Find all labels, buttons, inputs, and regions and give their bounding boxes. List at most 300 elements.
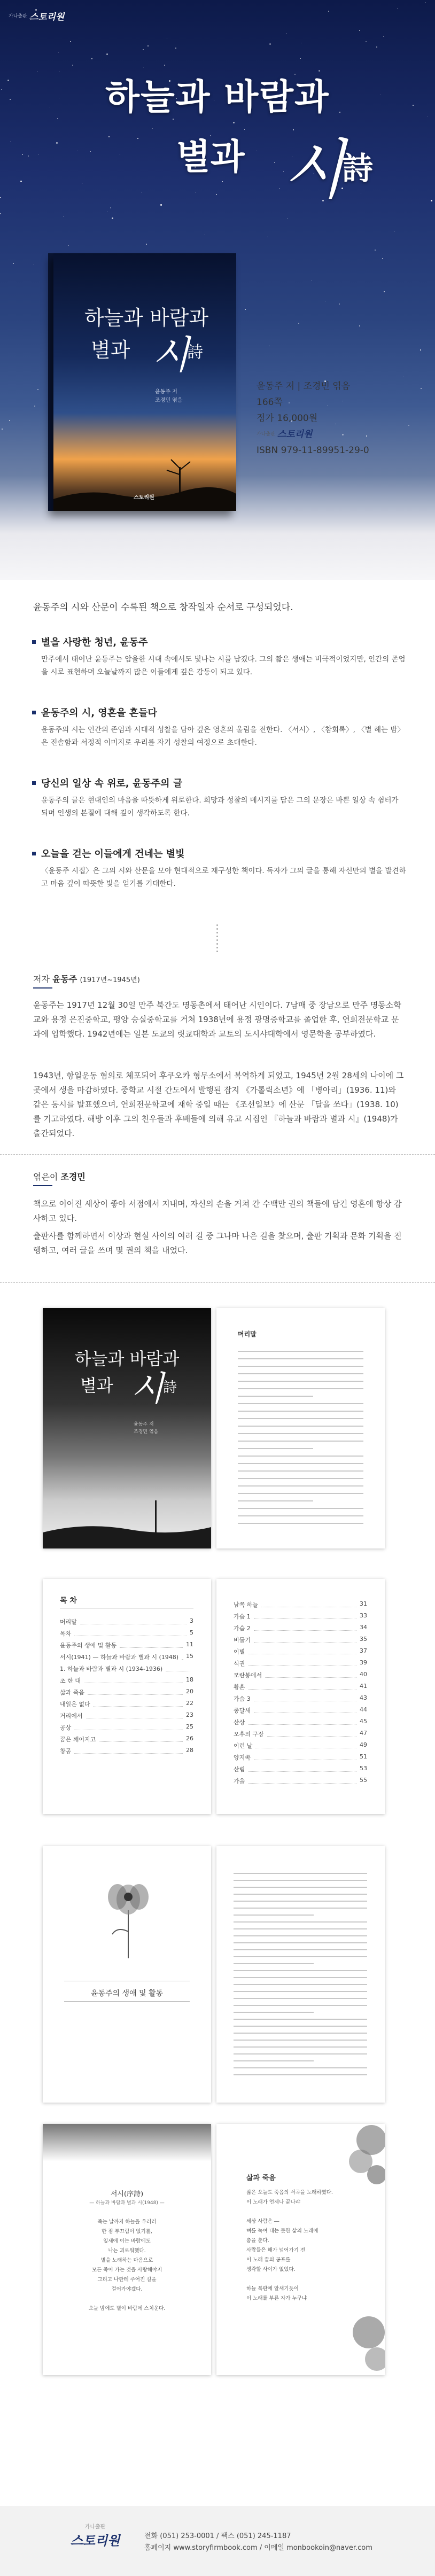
star <box>13 263 14 264</box>
publisher-name: 스토리원 <box>29 11 65 22</box>
star <box>339 303 340 305</box>
toc-leader <box>248 1765 356 1772</box>
editor-bio-para2: 출판사를 함께하면서 이상과 현실 사이의 여러 길 중 그나마 나은 길을 찾으며, 출판 기획과 문화 기획을 진행하고, 여러 글을 쓰며 몇 권의 책을 내었다. <box>33 1231 402 1255</box>
toc-entry-page: 5 <box>190 1629 193 1636</box>
footer-publisher-small: 가나출판 <box>84 2524 106 2530</box>
toc-entry-label: 식권 <box>234 1660 245 1667</box>
toc-entry-page: 33 <box>360 1612 367 1619</box>
text-line <box>238 1388 363 1389</box>
toc-leader <box>248 1777 356 1784</box>
toc-leader <box>254 1636 356 1643</box>
hero-title-line2-c: 詩 <box>342 150 374 186</box>
poem-line: 별을 노래하는 마음으로 <box>100 2258 153 2263</box>
toc-entry <box>60 1723 193 1732</box>
star <box>245 309 246 310</box>
book-cover-title-line2-b: 시 <box>152 332 190 377</box>
star <box>382 258 383 259</box>
star <box>63 216 64 217</box>
star <box>425 2 426 3</box>
toc-entry-page: 43 <box>360 1694 367 1701</box>
book-info-publisher-small: 가나출판 <box>257 432 275 437</box>
poem-line: 잎새에 이는 바람에도 <box>103 2238 151 2244</box>
star <box>164 65 165 66</box>
text-line <box>234 2067 367 2068</box>
toc-entry-page: 26 <box>186 1735 193 1742</box>
star <box>328 11 329 12</box>
toc-entry <box>60 1664 193 1673</box>
text-line <box>238 1448 313 1449</box>
feature-4 <box>32 846 406 890</box>
toc-entry-label: 가슴 3 <box>234 1695 251 1702</box>
text-line <box>238 1463 363 1464</box>
feature-1-heading: 별을 사랑한 청년, 윤동주 <box>32 635 406 649</box>
text-line <box>234 2019 367 2020</box>
book-cover-title-line2-c: 詩 <box>187 343 203 362</box>
star <box>147 45 149 46</box>
text-line <box>234 1921 367 1923</box>
toc-entry <box>234 1600 367 1609</box>
sample-cover-editor: 조경민 엮음 <box>134 1429 159 1435</box>
poem-line: 뼈를 녹여 내는 듯한 삶의 노래에 <box>246 2228 319 2234</box>
text-line <box>234 2026 367 2027</box>
toc-leader <box>255 1741 356 1748</box>
sample-bio-title-page <box>43 1846 211 2103</box>
text-line <box>234 1887 367 1888</box>
author-label-underline <box>33 987 52 989</box>
toc-entry-page: 31 <box>360 1600 367 1607</box>
sample-toc-right-page <box>216 1579 385 1814</box>
toc-leader <box>267 1730 356 1737</box>
star <box>91 58 92 59</box>
editor-label: 엮은이 <box>33 1172 58 1182</box>
star <box>9 420 10 421</box>
toc-entry <box>234 1624 367 1632</box>
feature-3 <box>32 776 406 820</box>
toc-leader <box>248 1718 356 1725</box>
feature-2-body: 윤동주의 시는 인간의 존엄과 시대적 성찰을 담아 깊은 영혼의 울림을 전한다. 〈서시〉, 〈참회록〉, 〈별 헤는 밤〉은 진솔함과 서정적 이미지로 우리를 자기 성찰의 여정으로 초대한다. <box>41 726 405 747</box>
toc-leader <box>254 1753 356 1760</box>
toc-entry-label: 창공 <box>60 1748 72 1755</box>
text-line <box>238 1418 363 1419</box>
poem-line: 하늘 복판에 알새기듯이 <box>246 2286 299 2292</box>
text-line <box>238 1485 363 1487</box>
footer-web[interactable]: 홈페이지 www.storyfirmbook.com / 이메일 monbookoin@naver.com <box>144 2544 372 2552</box>
text-line <box>234 1949 367 1950</box>
text-line <box>238 1411 363 1412</box>
text-line <box>234 1928 367 1929</box>
text-line <box>234 2053 367 2054</box>
feature-4-body: 〈윤동주 시집〉은 그의 시와 산문을 모아 현대적으로 재구성한 책이다. 독자가 그의 글을 통해 자신만의 별을 발견하고 마음 깊이 따뜻한 빛을 얻기를 기대한다. <box>41 867 406 888</box>
text-line <box>234 1956 367 1957</box>
text-line <box>238 1351 363 1352</box>
star <box>146 244 147 245</box>
book-cover-author: 윤동주 저 <box>155 389 177 395</box>
text-line <box>238 1493 363 1494</box>
footer-contact <box>144 2531 372 2554</box>
hero-title-line1: 하늘과 바람과 <box>105 76 330 118</box>
toc-entry-page: 40 <box>360 1671 367 1678</box>
text-line <box>238 1456 363 1457</box>
book-info-isbn: ISBN 979-11-89951-29-0 <box>257 445 369 456</box>
book-cover-publisher: 스토리원 <box>134 495 154 501</box>
poem-line: 이 노래를 부른 자가 누구냐 <box>246 2295 307 2301</box>
toc-entry-label: 삶과 죽음 <box>60 1689 85 1696</box>
text-line <box>238 1433 363 1434</box>
toc-entry-label: 산상 <box>234 1719 245 1726</box>
text-line <box>234 1873 367 1874</box>
sample-toc-header: 목 차 <box>60 1597 77 1605</box>
text-line <box>238 1523 363 1524</box>
star <box>375 250 376 251</box>
editor-bio-para1: 책으로 이어진 세상이 좋아 서점에서 지내며, 자신의 손을 거쳐 간 수백만 권의 책들에 담긴 영혼에 항상 감사하고 있다. <box>33 1199 402 1223</box>
toc-entry <box>234 1659 367 1668</box>
toc-entry-label: 오후의 구장 <box>234 1731 264 1738</box>
toc-entry <box>60 1747 193 1755</box>
star <box>68 245 69 246</box>
star <box>143 49 144 50</box>
sample-cover-title-line2-b: 시 <box>131 1369 164 1409</box>
toc-entry <box>234 1647 367 1656</box>
star <box>431 200 432 201</box>
toc-entry-label: 가을 <box>234 1778 245 1785</box>
toc-leader <box>80 1617 187 1624</box>
toc-entry-page: 37 <box>360 1647 367 1654</box>
star <box>22 154 23 155</box>
editor-label-underline <box>33 1185 52 1186</box>
star <box>175 48 176 49</box>
poem-line: 춤을 춘다. <box>246 2238 269 2244</box>
poem-line: 모든 죽어 가는 것을 사랑해야지 <box>91 2267 162 2273</box>
star <box>110 207 111 208</box>
book-cover <box>53 253 236 511</box>
toc-entry-label: 꿈은 깨어지고 <box>60 1736 96 1743</box>
feature-1 <box>32 635 406 679</box>
text-line <box>238 1381 363 1382</box>
poem-line: 죽는 날까지 하늘을 우러러 <box>97 2219 157 2225</box>
star <box>20 181 22 182</box>
feature-1-body: 만주에서 태어난 윤동주는 암울한 시대 속에서도 빛나는 시를 남겼다. 그의 짧은 생애는 비극적이었지만, 인간의 존엄을 시로 표현하며 오늘날까지 많은 이들에게 깊은 감동이 되고 있다. <box>41 655 406 676</box>
poem-line: 그리고 나한테 주어진 길을 <box>97 2277 157 2283</box>
text-line <box>234 1991 367 1992</box>
star <box>421 388 422 389</box>
star <box>359 325 360 326</box>
text-line <box>238 1508 363 1509</box>
toc-leader <box>99 1735 183 1742</box>
text-line <box>234 1908 367 1909</box>
text-line <box>234 2012 314 2013</box>
toc-entry-page: 35 <box>360 1636 367 1643</box>
sample-bio-rule-bottom <box>64 2001 190 2002</box>
footer-publisher-logo <box>63 2522 127 2549</box>
footer <box>0 2506 435 2576</box>
toc-entry-page: 15 <box>186 1653 193 1660</box>
sample-toc-left-page <box>43 1579 211 1814</box>
author-name: 윤동주 <box>52 974 77 984</box>
star <box>2 429 3 430</box>
book-info-price: 정가 16,000원 <box>257 413 318 424</box>
toc-entry <box>60 1617 193 1626</box>
star <box>222 181 223 182</box>
toc-entry-page: 18 <box>186 1676 193 1683</box>
star <box>376 46 377 48</box>
toc-entry-page: 53 <box>360 1765 367 1772</box>
divider-line-2 <box>0 1282 435 1283</box>
feature-3-heading: 당신의 일상 속 위로, 윤동주의 글 <box>32 776 406 790</box>
star <box>397 8 398 9</box>
toc-entry-label: 산림 <box>234 1766 245 1773</box>
toc-entry-label: 남쪽 하늘 <box>234 1601 259 1608</box>
star <box>90 151 91 152</box>
sample-bio-text-page <box>216 1846 385 2103</box>
book-info-pages: 166쪽 <box>257 397 283 408</box>
poem-line: 생각할 사이가 없었다. <box>246 2267 296 2273</box>
publisher-logo-top <box>9 7 78 24</box>
publisher-small-label: 가나출판 <box>9 13 27 19</box>
poem-line: 이 노래 끝의 공포를 <box>246 2257 291 2263</box>
sample-preface-page <box>216 1308 385 1548</box>
star <box>28 155 29 157</box>
sample-cover-bw <box>43 1308 211 1548</box>
sample-poem-page <box>216 2124 385 2375</box>
toc-entry-page: 47 <box>360 1730 367 1737</box>
star <box>34 406 35 407</box>
poem-line: 삶은 오늘도 죽음의 서곡을 노래하였다. <box>246 2190 333 2196</box>
toc-entry <box>60 1629 193 1638</box>
star <box>384 291 385 292</box>
toc-entry-label: 거리에서 <box>60 1713 83 1719</box>
text-line <box>234 1963 314 1964</box>
book-info-publisher-name: 스토리원 <box>277 429 313 440</box>
text-line <box>238 1373 363 1374</box>
toc-leader <box>248 1683 356 1690</box>
toc-leader <box>254 1706 356 1713</box>
sample-cover-title-line1: 하늘과 바람과 <box>74 1349 180 1369</box>
book-cover-title-line1: 하늘과 바람과 <box>84 306 209 330</box>
toc-entry <box>234 1706 367 1715</box>
author-bio-para2: 1943년, 항일운동 혐의로 체포되어 후쿠오카 형무소에서 복역하게 되었고, 1945년 2월 28세의 나이에 그곳에서 생을 마감하였다. 중학교 시절 간도에서 발행된 잡지 《가톨릭소년》에 「병아리」(1936. 11)와 같은 동시를 발표했으며, 연희전문학교에 재학 중일 때는 《조선일보》에 산문 「달을 쏘다」(1938. 10)를 기고하였다. 해방 이후 그의 친우들과 후배들에 의해 유고 시집인 『하늘과 바람과 별과 시』(1948)가 출간되었다. <box>33 1071 404 1138</box>
text-line <box>238 1403 363 1404</box>
author-label: 저자 <box>33 974 50 984</box>
toc-entry <box>60 1653 193 1661</box>
text-line <box>238 1515 363 1516</box>
toc-leader <box>120 1641 183 1648</box>
book-info-publisher-logo <box>257 426 417 442</box>
text-line <box>234 1894 367 1895</box>
sample-seosi-title: 서시(序詩) <box>110 2190 144 2198</box>
book-info <box>257 378 417 458</box>
toc-leader <box>74 1747 183 1754</box>
hero-banner <box>0 0 435 580</box>
text-line <box>234 2040 367 2041</box>
toc-leader <box>254 1694 356 1701</box>
toc-leader <box>74 1629 187 1636</box>
toc-entry-page: 39 <box>360 1659 367 1666</box>
poem-line: 나는 괴로워했다. <box>108 2248 146 2254</box>
feature-2-heading: 윤동주의 시, 영혼을 흔들다 <box>32 705 406 719</box>
sample-cover-title-line2-a: 별과 <box>80 1375 113 1396</box>
toc-entry-page: 28 <box>186 1747 193 1754</box>
toc-entry <box>234 1671 367 1679</box>
toc-entry-label: 머리말 <box>60 1618 77 1625</box>
toc-entry-page: 34 <box>360 1624 367 1631</box>
toc-entry-page: 44 <box>360 1706 367 1713</box>
sample-preface-header: 머리말 <box>238 1330 257 1338</box>
toc-entry <box>234 1765 367 1773</box>
toc-entry-page: 45 <box>360 1718 367 1725</box>
toc-entry-label: 목차 <box>60 1630 72 1637</box>
poem-line: 걸어가야겠다. <box>111 2286 143 2292</box>
text-line <box>234 2060 314 2061</box>
text-line <box>238 1396 313 1397</box>
toc-leader <box>265 1671 356 1678</box>
star <box>38 154 39 155</box>
star <box>37 389 38 390</box>
toc-entry <box>60 1700 193 1708</box>
toc-entry <box>234 1694 367 1703</box>
toc-leader <box>261 1600 356 1607</box>
toc-entry-label: 이별 <box>234 1648 245 1655</box>
star <box>56 142 58 144</box>
sample-seosi-sub: — 하늘과 바람과 별과 시(1948) — <box>89 2200 165 2206</box>
text-line <box>238 1478 363 1479</box>
editor-section-label <box>33 1170 86 1182</box>
toc-entry-page: 22 <box>186 1700 193 1707</box>
toc-entry-label: 모란봉에서 <box>234 1672 262 1679</box>
toc-entry-label: 종달새 <box>234 1707 251 1714</box>
toc-entry <box>234 1741 367 1750</box>
star <box>366 41 367 42</box>
text-line <box>234 1998 367 1999</box>
toc-entry-label: 서시(1941) — 하늘과 바람과 별과 시 (1948) <box>60 1654 179 1661</box>
text-line <box>234 1915 314 1916</box>
toc-entry-label: 초 한 대 <box>60 1677 81 1684</box>
text-line <box>234 1942 367 1943</box>
toc-leader <box>254 1624 356 1631</box>
feature-2 <box>32 705 406 749</box>
book-info-author-editor: 윤동주 저 | 조경민 엮음 <box>257 381 351 392</box>
toc-entry-page: 23 <box>186 1711 193 1718</box>
sample-bio-page-title: 윤동주의 생애 및 활동 <box>90 1989 164 1998</box>
toc-leader <box>254 1612 356 1619</box>
star <box>72 65 73 66</box>
toc-entry <box>234 1753 367 1762</box>
book-intro-sentence: 윤동주의 시와 산문이 수록된 책으로 창작일자 순서로 구성되었다. <box>33 602 293 613</box>
star <box>106 53 108 55</box>
toc-entry <box>234 1777 367 1785</box>
text-line <box>234 2046 367 2048</box>
sample-cover-title-line2-c: 詩 <box>163 1380 177 1396</box>
feature-4-heading: 오늘을 걷는 이들에게 건네는 별빛 <box>32 846 406 860</box>
hero-title-line2-b: 시 <box>283 133 345 207</box>
flower-illustration-icon <box>96 1867 160 1964</box>
toc-entry-label: 이런 날 <box>234 1742 253 1749</box>
rose-illustration-bottom-icon <box>339 2300 385 2375</box>
toc-entry <box>234 1636 367 1644</box>
toc-entry-page: 25 <box>186 1723 193 1730</box>
toc-leader <box>88 1688 183 1695</box>
rose-illustration-icon <box>339 2124 385 2193</box>
star <box>359 30 360 31</box>
text-line <box>234 1935 367 1936</box>
toc-entry-label: 가슴 1 <box>234 1613 251 1620</box>
star <box>0 213 1 214</box>
toc-entry-label: 공상 <box>60 1724 72 1731</box>
text-line <box>234 1984 367 1985</box>
text-line <box>238 1358 363 1359</box>
toc-leader <box>86 1711 183 1718</box>
text-line <box>234 1977 367 1978</box>
text-line <box>234 1880 367 1881</box>
toc-entry-page: 20 <box>186 1688 193 1695</box>
sample-poem-title: 삶과 죽음 <box>246 2174 276 2182</box>
star <box>137 138 138 139</box>
poem-line: 오늘 밤에도 별이 바람에 스치운다. <box>88 2306 166 2312</box>
toc-entry-page: 49 <box>360 1741 367 1748</box>
toc-leader <box>84 1676 183 1683</box>
poem-line: 세상 사람은 ― <box>246 2219 279 2224</box>
toc-entry-label: 황혼 <box>234 1684 245 1691</box>
toc-leader <box>94 1700 183 1707</box>
toc-entry-label: 양지쪽 <box>234 1754 251 1761</box>
text-line <box>234 2033 367 2034</box>
toc-entry <box>60 1688 193 1696</box>
divider-line <box>0 1154 435 1155</box>
sample-cover-author: 윤동주 저 <box>134 1422 154 1427</box>
author-section-label <box>33 972 140 985</box>
text-line <box>238 1441 363 1442</box>
toc-entry-page: 3 <box>190 1617 193 1624</box>
toc-entry <box>60 1641 193 1649</box>
text-line <box>234 1970 367 1971</box>
toc-leader <box>248 1647 356 1654</box>
star <box>108 136 110 137</box>
feature-3-body: 윤동주의 글은 현대인의 마음을 따뜻하게 위로한다. 희망과 성찰의 메시지를 담은 그의 문장은 바쁜 일상 속 쉼터가 되며 인생의 본질에 대해 깊이 생각하도록 한다. <box>41 796 399 818</box>
divider-dots <box>216 924 219 954</box>
footer-publisher-name: 스토리원 <box>70 2533 120 2548</box>
toc-entry <box>60 1735 193 1744</box>
poem-line: 한 점 부끄럼이 없기를, <box>102 2229 152 2235</box>
toc-entry-label: 윤동주의 생애 및 활동 <box>60 1642 117 1649</box>
text-line <box>234 1901 367 1902</box>
sample-seosi-page <box>43 2124 211 2375</box>
toc-entry-page: 11 <box>186 1641 193 1648</box>
text-line <box>234 2074 367 2075</box>
toc-entry-page: 41 <box>360 1683 367 1690</box>
toc-leader <box>248 1659 356 1666</box>
book-cover-editor: 조경민 엮음 <box>155 398 183 403</box>
text-line <box>238 1470 363 1472</box>
star <box>70 41 71 42</box>
toc-leader <box>166 1664 190 1671</box>
toc-entry <box>60 1711 193 1720</box>
text-line <box>238 1500 313 1501</box>
star <box>298 323 299 324</box>
toc-entry <box>60 1676 193 1685</box>
author-years: (1917년~1945년) <box>80 976 140 984</box>
star <box>152 128 153 129</box>
toc-entry-label: 가슴 2 <box>234 1625 251 1632</box>
star <box>233 122 235 123</box>
toc-leader <box>182 1653 183 1660</box>
toc-entry <box>234 1730 367 1738</box>
hero-title-line2-a: 별과 <box>176 136 245 177</box>
toc-entry <box>234 1612 367 1621</box>
poem-line: 이 노래가 언제나 끝나랴 <box>246 2199 300 2205</box>
star <box>269 43 271 45</box>
star <box>112 217 113 219</box>
star <box>274 162 275 163</box>
text-line <box>238 1366 363 1367</box>
